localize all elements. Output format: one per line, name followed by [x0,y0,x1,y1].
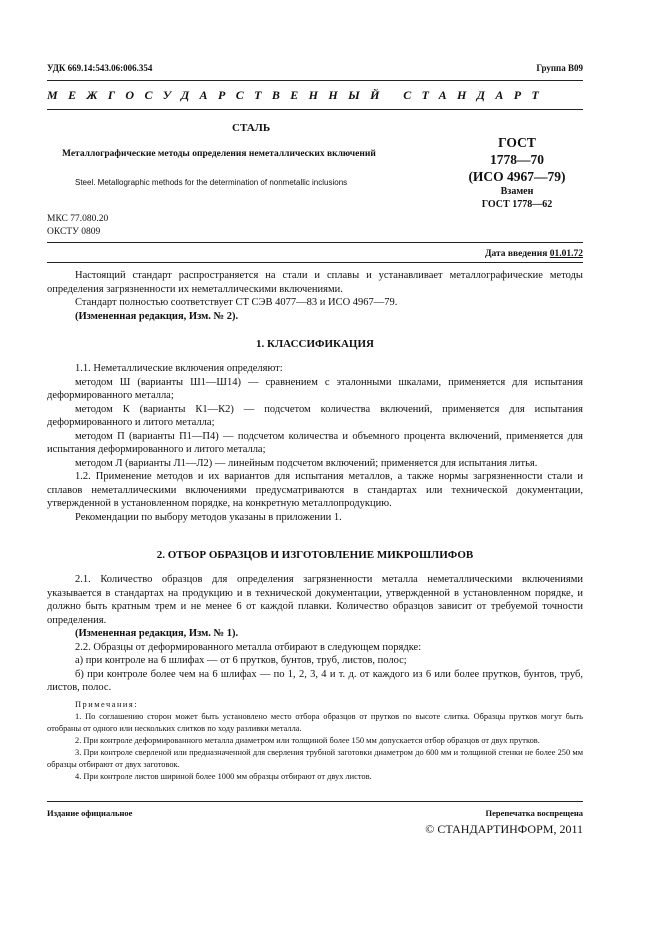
replace-label: Взамен [500,186,534,197]
paragraph: 1.2. Применение методов и их вариантов для испытания металлов, а также нормы загрязненности стали и сплавов неметаллическими включениями предусматриваются в стандартах или технической документации, утвержденной в установленном порядке, на конкретную металлопродукцию. [47,471,583,509]
paragraph: методом П (варианты П1—П4) — подсчетом количества и объемного процента включений, применяется для испытания деформированного и литого металла; [47,430,583,455]
document-title: СТАЛЬ [232,122,271,134]
gost-number: 1778—70 [490,152,544,167]
paragraph: 1.1. Неметаллические включения определяют: [75,363,283,374]
notes [47,699,583,783]
mks-code: МКС 77.080.20 [47,214,109,224]
section-heading: 2. ОТБОР ОБРАЗЦОВ И ИЗГОТОВЛЕНИЕ МИКРОШЛИФОВ [156,549,474,561]
header-rule-bottom [47,109,583,110]
okstu-code: ОКСТУ 0809 [47,227,101,237]
intro-paragraph: Стандарт полностью соответствует СТ СЭВ 4077—83 и ИСО 4967—79. [75,297,398,308]
section-1-body [47,362,583,524]
section-heading: 1. КЛАССИФИКАЦИЯ [256,338,374,350]
footer-rule [47,801,583,802]
intro-date-label: Дата введения [484,249,548,259]
paragraph: методом К (варианты К1—К2) — подсчетом количества включений, применяется для испытания деформированного и литого металла; [47,403,583,428]
date-rule [47,262,583,263]
paragraph: методом Л (варианты Л1—Л2) — линейным подсчетом включений; применяется для испытания литья. [75,457,538,469]
copyright: © СТАНДАРТИНФОРМ, 2011 [425,822,583,836]
intro-paragraph: Настоящий стандарт распространяется на стали и сплавы и устанавливает металлографические методы определения загрязненности их неметаллическими включениями. [47,270,583,295]
codes-rule [47,242,583,243]
group-code: Группа В09 [536,63,583,73]
paragraph: 2.2. Образцы от деформированного металла отбирают в следующем порядке: [75,641,422,653]
paragraph: 2.1. Количество образцов для определения загрязненности металла неметаллическими включениями указывается в стандартах на продукцию и в технической документации, утвержденной в установленном порядке, и должно быть кратным трем и не менее 6 от каждой плавки. Количество образцов зависит от требуемой точности определения. [47,574,583,626]
interstate-standard-banner: МЕЖГОСУДАРСТВЕННЫЙ СТАНДАРТ [47,88,550,102]
intro-date-value: 01.01.72 [549,249,583,259]
note-item: 3. При контроле сверленой или предназначенной для сверления трубной заготовки диаметром до 600 мм и толщиной стенки не более 250 мм образцы отбирают от двух заготовок. [47,748,583,769]
header-rule-top [47,80,583,81]
gost-block [458,134,576,211]
note-item: 4. При контроле листов шириной более 1000 мм образцы отбирают от двух листов. [75,772,372,781]
note-item: 1. По соглашению сторон может быть установлено место отбора образцов от прутков по высоте слитка. Образцы прутков могут быть отобраны от одного или нескольких слитков по ходу разливки металла. [47,712,583,733]
section-2-body [47,573,583,695]
paragraph: а) при контроле на 6 шлифах — от 6 прутков, бунтов, труб, листов, полос; [75,655,407,666]
amendment-note: (Измененная редакция, Изм. № 1). [75,628,239,639]
gost-label: ГОСТ [498,135,536,150]
replaced-gost: ГОСТ 1778—62 [481,199,553,210]
english-title: Steel. Metallographic methods for the determination of nonmetallic inclusions [75,178,348,187]
reprint-notice: Перепечатка воспрещена [485,808,583,818]
paragraph: б) при контроле более чем на 6 шлифах — по 1, 2, 3, 4 и т. д. от каждого из 6 или более прутков, бунтов, труб, листов, полос. [47,668,583,693]
paragraph: методом Ш (варианты Ш1—Ш14) — сравнением с эталонными шкалами, применяется для испытания деформированного металла; [47,376,583,401]
intro-date [485,249,583,259]
document-subtitle: Металлографические методы определения неметаллических включений [62,149,376,159]
note-item: 2. При контроле деформированного металла диаметром или толщиной более 150 мм допускается отбор образцов от двух прутков. [75,736,540,745]
amendment-note: (Измененная редакция, Изм. № 2). [75,310,239,322]
notes-heading: Примечания: [75,700,139,709]
official-edition: Издание официальное [47,808,133,818]
intro-section [47,269,583,323]
paragraph: Рекомендации по выбору методов указаны в приложении 1. [75,511,342,523]
udk-code: УДК 669.14:543.06:006.354 [47,63,153,73]
iso-number: (ИСО 4967—79) [468,169,566,184]
classification-codes [47,213,108,239]
